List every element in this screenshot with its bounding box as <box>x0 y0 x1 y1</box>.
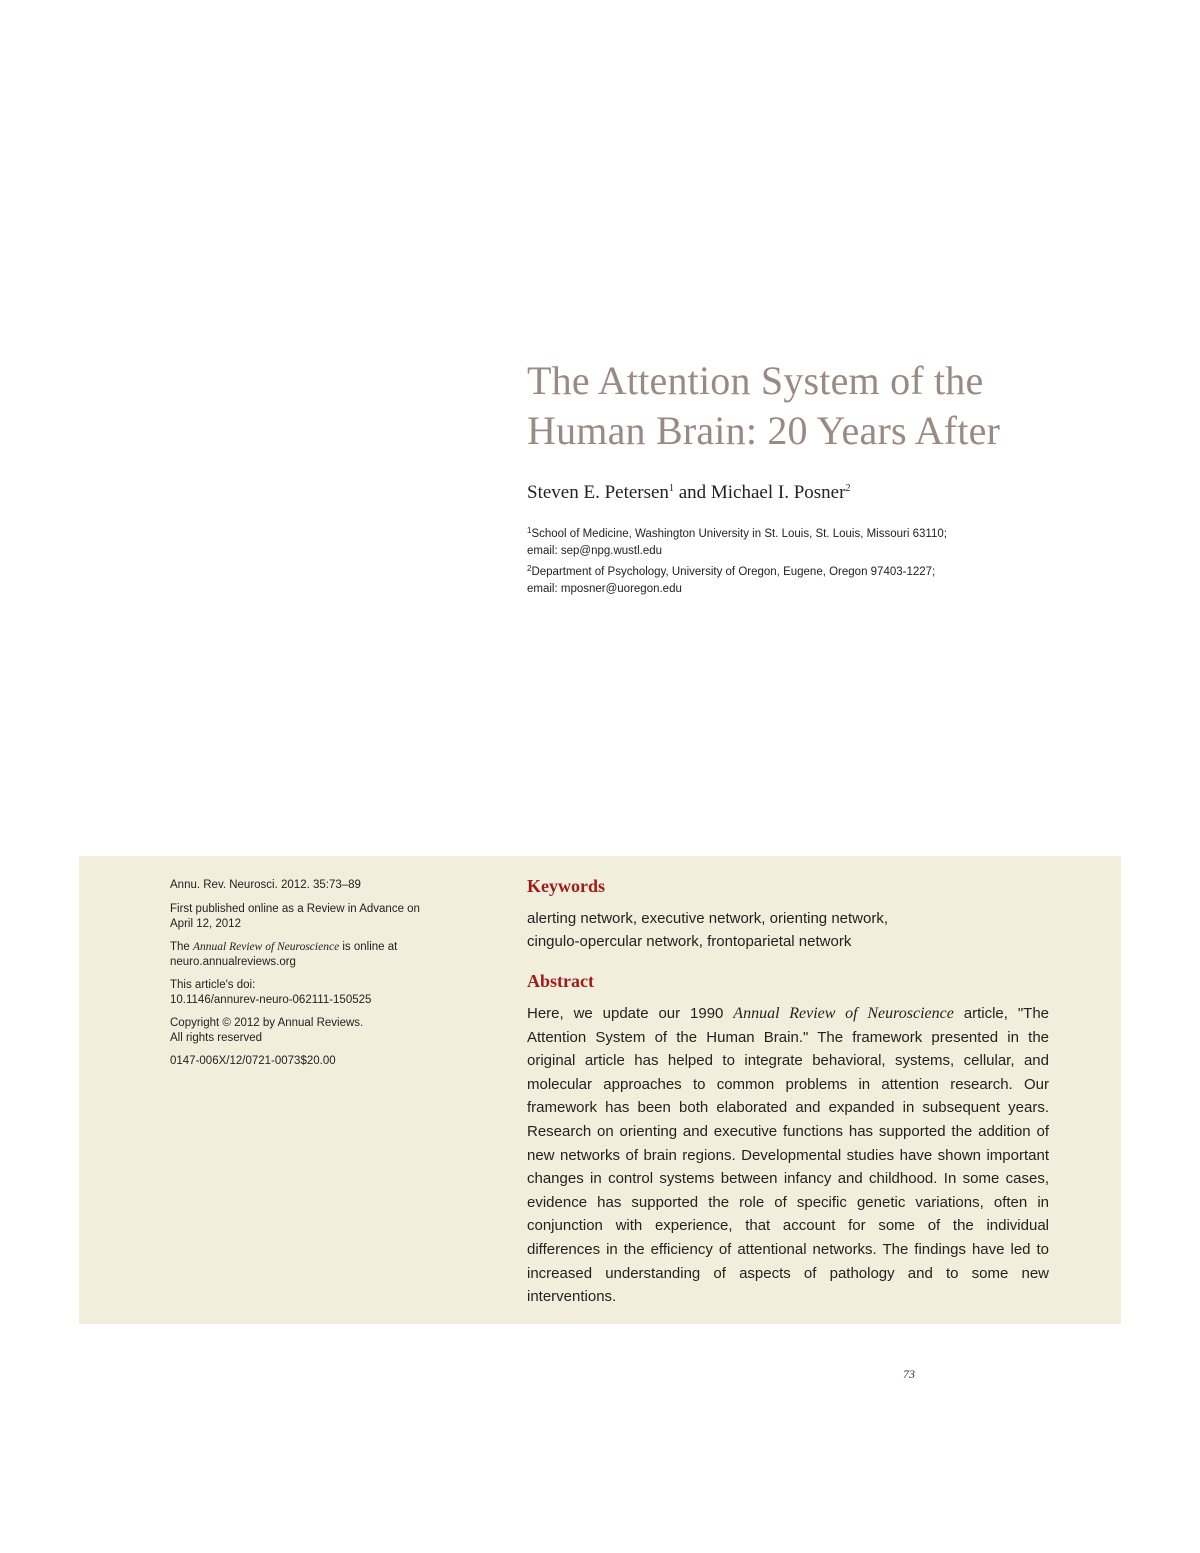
affiliation-email: email: mposner@uoregon.edu <box>527 583 682 595</box>
first-published <box>170 902 470 933</box>
abstract-journal-name: Annual Review of Neuroscience <box>733 1005 954 1022</box>
online-prefix: The <box>170 940 194 953</box>
page-number: 73 <box>903 1367 915 1381</box>
first-published-line-1: First published online as a Review in Advance on <box>170 902 420 915</box>
author-affiliation-marker: 1 <box>668 483 674 494</box>
author-line <box>527 482 850 504</box>
affiliation-marker: 1 <box>527 526 532 535</box>
doi-block <box>170 978 470 1009</box>
author-affiliation-marker: 2 <box>845 483 851 494</box>
affiliation-1 <box>527 526 1047 560</box>
keywords-line-1: alerting network, executive network, orienting network, <box>527 910 889 927</box>
online-notice <box>170 940 470 971</box>
online-url[interactable]: neuro.annualreviews.org <box>170 956 296 968</box>
copyright-line-2: All rights reserved <box>170 1032 263 1044</box>
publication-info <box>170 878 470 1077</box>
abstract-heading: Abstract <box>527 971 594 991</box>
copyright-line-1: Copyright © 2012 by Annual Reviews. <box>170 1016 364 1029</box>
affiliation-text: Department of Psychology, University of Oregon, Eugene, Oregon 97403-1227; <box>531 566 936 578</box>
article-title <box>527 356 1087 456</box>
author-name: Michael I. Posner <box>710 482 846 503</box>
online-journal-name: Annual Review of Neuroscience <box>193 940 340 953</box>
abstract-text <box>527 1002 1049 1309</box>
abstract-text-start: Here, we update our 1990 <box>527 1005 734 1022</box>
author-conjunction: and <box>673 482 711 503</box>
issn: 0147-006X/12/0721-0073$20.00 <box>170 1054 336 1067</box>
online-suffix: is online at <box>339 940 398 953</box>
doi-value[interactable]: 10.1146/annurev-neuro-062111-150525 <box>170 994 372 1006</box>
copyright <box>170 1016 470 1047</box>
keywords-line-2: cingulo-opercular network, frontoparietal network <box>527 933 852 950</box>
affiliation-2 <box>527 564 1047 598</box>
article-title-line-2: Human Brain: 20 Years After <box>527 408 1001 453</box>
affiliation-marker: 2 <box>527 564 532 573</box>
author-name: Steven E. Petersen <box>527 482 669 503</box>
affiliation-text: School of Medicine, Washington University in St. Louis, St. Louis, Missouri 63110; <box>531 528 947 540</box>
keywords-list <box>527 907 1047 953</box>
affiliation-email: email: sep@npg.wustl.edu <box>527 545 663 557</box>
first-published-date: April 12, 2012 <box>170 918 241 930</box>
doi-label: This article's doi: <box>170 978 256 991</box>
keywords-heading: Keywords <box>527 876 605 896</box>
citation: Annu. Rev. Neurosci. 2012. 35:73–89 <box>170 879 361 891</box>
abstract-text-body: article, "The Attention System of the Human Brain." The framework presented in the original article has helped to integrate behavioral, systems, cellular, and molecular approaches to common problems in attention research. Our framework has been both elaborated and expanded in subsequent years. Research on orienting and executive functions has supported the addition of new networks of brain regions. Developmental studies have shown important changes in control systems between infancy and childhood. In some cases, evidence has supported the role of specific genetic variations, often in conjunction with experience, that account for some of the individual differences in the efficiency of attentional networks. The findings have led to increased understanding of aspects of pathology and to some new interventions. <box>527 1005 1049 1306</box>
article-title-line-1: The Attention System of the <box>527 358 984 403</box>
